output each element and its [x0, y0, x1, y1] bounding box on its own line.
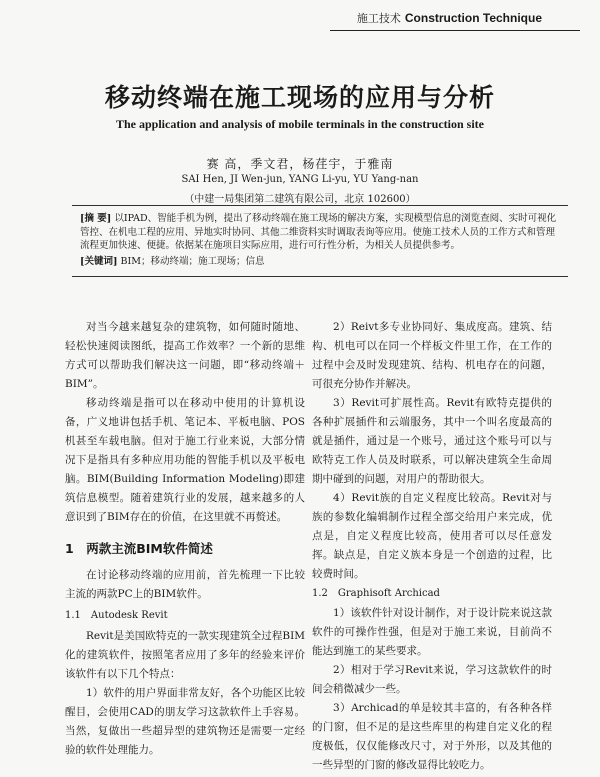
subsection-heading: 1.2 Graphisoft Archicad: [312, 588, 440, 599]
subsection-heading: 1.1 Autodesk Revit: [65, 610, 168, 621]
paragraph: 移动终端是指可以在移动中使用的计算机设备，广义地讲包括手机、笔记本、平板电脑、POS机甚至车载电脑。但对于施工行业来说，大部分情况下是指具有多种应用功能的智能手机以及平板电脑。BIM(Building Information Modeling)即建筑信息模型。随着建筑行业的发展，越来越多的人意识到了BIM存在的价值，在这里就不再赘述。: [65, 397, 305, 523]
keywords: [80, 255, 560, 269]
abstract: [80, 212, 560, 253]
header-rule: [330, 30, 580, 31]
authors-cn: 赛 高，季文君，杨荏宇，于雅南: [206, 157, 394, 171]
paragraph: 在讨论移动终端的应用前，首先梳理一下比较主流的两款PC上的BIM软件。: [65, 569, 305, 600]
paragraph: 1）软件的用户界面非常友好，各个功能区比较醒目，会使用CAD的朋友学习这款软件上手容易。当然，复做出一些超异型的建筑物还是需要一定经验的软件处理能力。: [65, 687, 305, 756]
keywords-label: [关键词]: [80, 255, 118, 267]
paragraph: 4）Revit族的自定义程度比较高。Revit对与族的参数化编辑制作过程全部交给用户来完成，优点是，自定义程度比较高，使用者可以尽任意发挥。缺点是，自定义族本身是一个创造的过程，比较费时间。: [312, 492, 552, 580]
abstract-label: [摘 要]: [80, 213, 112, 224]
paragraph: Revit是美国欧特克的一款实现建筑全过程BIM化的建筑软件，按照笔者应用了多年的经验来评价该软件有以下几个特点：: [65, 630, 305, 680]
category-en: Construction Technique: [404, 11, 542, 25]
category-cn: 施工技术: [356, 12, 401, 25]
paragraph: 对当今越来越复杂的建筑物，如何随时随地、轻松快速阅读图纸，提高工作效率？一个新的思维方式可以帮助我们解决这一问题，即“移动终端＋BIM”。: [65, 321, 305, 390]
affiliation: （中建一局集团第二建筑有限公司，北京 102600）: [184, 194, 416, 205]
section-heading: 1 两款主流BIM软件简述: [65, 541, 213, 556]
paragraph: 2）Reivt多专业协同好、集成度高。建筑、结构、机电可以在同一个样板文件里工作，在工作的过程中会及时发现建筑、结构、机电存在的问题，可很充分协作并解决。: [312, 321, 552, 390]
paper-title-en: The application and analysis of mobile terminals in the construction site: [115, 117, 485, 131]
paragraph: 3）Revit可扩展性高。Revit有欧特克提供的各种扩展插件和云端服务，其中一个叫名度最高的就是插件，通过是一个账号，通过这个账号可以与欧特克工作人员及时联系，可以解决建筑全生命周期中碰到的问题，对用户的帮助很大。: [312, 397, 552, 485]
keywords-text: BIM；移动终端；施工现场；信息: [120, 255, 265, 267]
paragraph: 2）相对于学习Revit来说，学习这款软件的时间会稍微减少一些。: [312, 664, 552, 695]
paper-title: 移动终端在施工现场的应用与分析: [104, 83, 495, 112]
abstract-text: 以IPAD、智能手机为例，提出了移动终端在施工现场的解决方案，实现模型信息的浏览查阅、实时可视化管控、在机电工程的应用、异地实时协同、其他二维资料实时调取表询等应用。使施工技术人员的工作方式和管理流程更加快速、便捷。依据某在施项目实际应用，进行可行性分析，为相关人员提供参考。: [80, 213, 557, 251]
abstract-box: [72, 205, 568, 277]
paragraph: 1）该软件针对设计制作，对于设计院来说这款软件的可操作性强，但是对于施工来说，目前尚不能达到施工的某些要求。: [312, 607, 552, 657]
authors-en: SAI Hen, JI Wen-jun, YANG Li-yu, YU Yang-nan: [181, 174, 419, 185]
paragraph: 3）Archicad的单是较其丰富的，有各种各样的门窗，但不足的是这些库里的构建自定义化的程度极低，仅仅能修改尺寸，对于外形，以及其他的一些异型的门窗的修改显得比较吃力。: [312, 702, 552, 771]
section-category: [357, 10, 542, 26]
running-header: [0, 8, 600, 30]
column-right: [312, 318, 552, 775]
column-left: [65, 318, 305, 760]
